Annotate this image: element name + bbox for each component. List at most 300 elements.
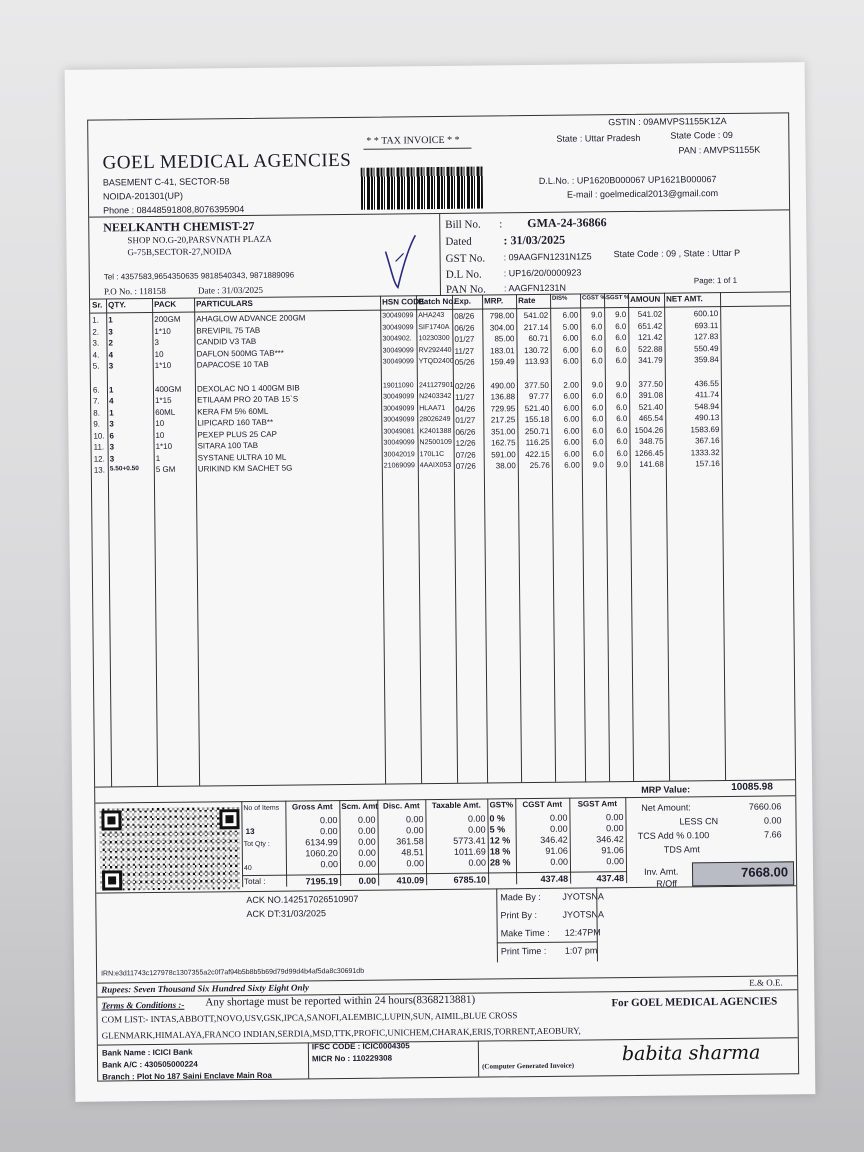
- item-cell: 30049099: [382, 346, 414, 355]
- item-cell: 1583.69: [690, 424, 720, 434]
- item-cell: 521.40: [638, 402, 664, 412]
- summary-header: Taxable Amt.: [431, 800, 481, 811]
- summary-cell: 0.00: [405, 814, 424, 825]
- item-cell: 1: [108, 315, 113, 325]
- column-header: Batch No.: [418, 296, 456, 307]
- item-cell: 4.: [92, 350, 100, 360]
- item-cell: 07/26: [455, 461, 476, 471]
- item-cell: 21069099: [383, 462, 415, 470]
- tot-qty: 40: [243, 864, 252, 873]
- item-cell: 6.0: [615, 321, 627, 331]
- item-cell: 6.0: [592, 437, 604, 447]
- item-cell: 693.11: [694, 320, 719, 330]
- company-address-2: NOIDA-201301(UP): [102, 190, 184, 202]
- gst-label: GST No.: [445, 252, 486, 265]
- bank-branch: Branch : Plot No 187 Saini Enclave Main Roa: [102, 1070, 273, 1082]
- company-address-1: BASEMENT C-41, SECTOR-58: [102, 176, 230, 188]
- company-list-2: GLENMARK,HIMALAYA,FRANCO INDIAN,SERDIA,MSD,TTK,PROFIC,UNICHEM,CHARAK,ERIS,TORRENT,AEOBURY,: [101, 1025, 581, 1041]
- item-cell: 170L1C: [419, 450, 445, 458]
- no-of-items-label: No of Items: [243, 804, 280, 813]
- item-cell: 6: [109, 430, 114, 440]
- item-cell: 3.: [92, 338, 100, 348]
- item-cell: 141.68: [639, 459, 664, 469]
- summary-cell: 0.00: [357, 814, 376, 825]
- make-time: 12:47PM: [564, 927, 601, 938]
- company-email: E-mail : goelmedical2013@gmail.com: [566, 188, 719, 200]
- summary-cell: 0.00: [358, 836, 376, 847]
- column-header: CGST %: [582, 295, 606, 302]
- item-cell: 3: [109, 419, 114, 429]
- dl-label: D.L No.: [445, 268, 482, 281]
- item-cell: 6.0: [615, 391, 628, 401]
- less-cn: 0.00: [763, 815, 782, 826]
- item-cell: 9.0: [591, 379, 603, 389]
- item-cell: 3004902.: [382, 335, 412, 343]
- item-cell: 304.00: [489, 322, 515, 332]
- item-cell: 6.0: [616, 414, 628, 424]
- company-list-1: COM LIST:- INTAS,ABBOTT,NOVO,USV,GSK,IPCA,SANOFI,ALEMBIC,LUPIN,SUN, AIMIL,BLUE CROSS: [101, 1010, 518, 1025]
- customer-address-1: SHOP NO.G-20,PARSVNATH PLAZA: [127, 233, 272, 246]
- item-cell: 729.95: [490, 403, 516, 413]
- summary-cell: 0.00: [406, 825, 424, 836]
- item-cell: 155.18: [524, 414, 550, 425]
- bill-number: GMA-24-36866: [527, 215, 607, 231]
- item-cell: 6.00: [563, 403, 580, 413]
- item-cell: 6.00: [563, 356, 579, 366]
- summary-cell: 0.00: [358, 847, 376, 858]
- bank-name: Bank Name : ICICI Bank: [101, 1047, 193, 1058]
- item-cell: 3: [108, 361, 114, 371]
- item-cell: 9.0: [616, 460, 628, 470]
- item-cell: 30049099: [383, 404, 415, 413]
- item-cell: 377.50: [638, 379, 663, 389]
- item-cell: 38.00: [495, 461, 516, 471]
- net-amount: 7660.06: [748, 801, 782, 812]
- summary-cell: 0.00: [358, 858, 376, 869]
- summary-cell: 12 %: [489, 835, 511, 846]
- irn: IRN:e3d11743c127978c1307355a2c0f7af94b5b8b5b69d79d99d4b4af5da8c30691db: [101, 967, 365, 978]
- item-cell: 162.75: [491, 438, 516, 448]
- make-time-label: Make Time :: [500, 927, 550, 939]
- made-by: JYOTSNA: [562, 891, 604, 902]
- print-time-label: Print Time :: [500, 945, 547, 957]
- item-cell: 6.0: [615, 344, 627, 354]
- summary-header: Disc. Amt: [382, 801, 420, 811]
- item-cell: AHAGLOW ADVANCE 200GM: [196, 313, 306, 324]
- item-cell: 4: [109, 396, 114, 406]
- item-cell: 5.50+0.50: [109, 465, 139, 473]
- item-cell: 30049081: [383, 427, 415, 436]
- item-cell: 490.13: [694, 413, 720, 423]
- item-cell: 07/26: [455, 450, 476, 460]
- item-cell: 436.55: [694, 378, 719, 388]
- item-cell: 6.00: [564, 449, 580, 459]
- item-cell: SITARA 100 TAB: [197, 440, 259, 451]
- item-cell: 30049099: [383, 416, 415, 424]
- customer-address-2: G-75B,SECTOR-27,NOIDA: [127, 246, 232, 258]
- item-cell: K2401388: [419, 427, 452, 435]
- summary-cell: 0.00: [467, 813, 486, 824]
- item-cell: 30049099: [382, 358, 414, 366]
- item-cell: 85.00: [494, 334, 515, 344]
- po-number: P.O No. : 118158: [103, 285, 166, 297]
- item-cell: 3: [154, 337, 159, 347]
- column-header: QTY.: [108, 300, 126, 310]
- item-cell: 10: [154, 349, 164, 359]
- column-header: Exp.: [454, 296, 472, 306]
- summary-total: 7195.19: [305, 876, 339, 887]
- item-cell: 1504.26: [634, 425, 664, 435]
- mrp-value: 10085.98: [731, 781, 773, 793]
- item-cell: 6.0: [615, 356, 627, 366]
- net-amount-label: Net Amount:: [641, 802, 691, 813]
- item-cell: 10: [155, 430, 165, 440]
- summary-cell: 6134.99: [305, 837, 338, 848]
- item-cell: 159.49: [490, 357, 515, 367]
- item-cell: RV292440: [418, 346, 452, 354]
- summary-header: CGST Amt: [522, 799, 563, 810]
- item-cell: SIF1740A: [418, 323, 450, 331]
- summary-total: 437.48: [540, 873, 569, 884]
- item-cell: 60ML: [155, 407, 176, 417]
- item-cell: 6.0: [616, 437, 628, 447]
- item-cell: CANDID V3 TAB: [196, 336, 257, 347]
- tds-label: TDS Amt: [663, 844, 700, 855]
- item-cell: 6.0: [592, 414, 604, 424]
- summary-cell: 0.00: [606, 856, 624, 867]
- tcs-label: TCS Add % 0.100: [637, 830, 710, 841]
- item-cell: 6.00: [562, 310, 579, 320]
- item-cell: 5.: [92, 361, 100, 371]
- item-cell: 127.83: [693, 332, 719, 342]
- item-cell: DAFLON 500MG TAB***: [196, 348, 284, 359]
- terms-text: Any shortage must be reported within 24 hours(8368213881): [205, 993, 476, 1009]
- summary-cell: 346.42: [540, 834, 568, 845]
- item-cell: 9.0: [592, 460, 604, 470]
- item-cell: DEXOLAC NO 1 400GM BIB: [196, 382, 300, 394]
- item-cell: 6.00: [564, 460, 580, 470]
- item-cell: 9.0: [591, 310, 603, 320]
- item-cell: 6.0: [616, 448, 628, 458]
- bank-account: Bank A/C : 430505000224: [101, 1059, 198, 1070]
- handwritten-mark: [381, 231, 422, 291]
- made-by-label: Made By :: [500, 891, 541, 903]
- item-cell: 391.08: [638, 390, 664, 400]
- item-cell: 1*10: [154, 326, 171, 336]
- item-cell: 6.00: [563, 437, 580, 447]
- item-cell: 367.16: [695, 436, 720, 446]
- customer-gst-number: : 09AAGFN1231N1Z5: [503, 251, 592, 263]
- column-header: PACK: [154, 299, 177, 309]
- item-cell: 2: [108, 338, 113, 348]
- item-cell: 08/26: [454, 311, 475, 321]
- summary-total: 6785.10: [453, 874, 487, 885]
- summary-cell: 18 %: [489, 846, 511, 857]
- item-cell: 521.40: [524, 403, 550, 413]
- item-cell: 348.75: [639, 436, 664, 446]
- summary-cell: 0.00: [550, 856, 568, 867]
- item-cell: 30049099: [383, 393, 415, 401]
- item-cell: 6.00: [563, 414, 580, 424]
- item-cell: 8.: [93, 408, 100, 418]
- total-label: Total :: [244, 876, 266, 887]
- item-cell: 241127901: [418, 381, 454, 389]
- summary-cell: 0.00: [320, 826, 338, 837]
- customer-pan: : AAGFN1231N: [503, 282, 567, 294]
- ifsc-code: IFSC CODE : ICIC0004305: [311, 1041, 410, 1052]
- item-cell: 6.0: [615, 333, 627, 343]
- item-cell: 2.: [92, 327, 100, 337]
- summary-cell: 0.00: [319, 815, 338, 826]
- item-cell: 9.0: [615, 379, 627, 389]
- item-cell: 377.50: [524, 380, 549, 390]
- tcs-amount: 7.66: [764, 829, 782, 840]
- inv-amt-label: Inv. Amt.: [643, 866, 679, 877]
- column-header: PARTICULARS: [196, 298, 253, 309]
- item-cell: 06/26: [455, 427, 476, 437]
- item-cell: 6.00: [562, 333, 579, 343]
- item-cell: 130.72: [524, 345, 549, 355]
- item-cell: 1.: [92, 315, 99, 325]
- summary-total: 437.48: [596, 873, 625, 884]
- summary-cell: 91.06: [601, 845, 624, 856]
- item-cell: SYSTANE ULTRA 10 ML: [197, 452, 287, 463]
- summary-total: 410.09: [396, 875, 425, 886]
- customer-telephone: Tel : 4357583,9654350635 9818540343, 9871889096: [103, 270, 295, 282]
- eoe: E.& O.E.: [749, 977, 783, 988]
- summary-header: SGST Amt: [577, 799, 618, 809]
- item-cell: 6.00: [562, 345, 579, 355]
- item-cell: 10: [155, 418, 165, 428]
- item-cell: 1: [108, 384, 114, 394]
- item-cell: 02/26: [454, 381, 476, 391]
- item-cell: 30049099: [383, 439, 415, 447]
- customer-state: State Code : 09 , State : Uttar P: [613, 247, 741, 260]
- item-cell: 4AAIX053: [419, 461, 452, 470]
- item-cell: 591.00: [491, 449, 516, 459]
- item-cell: DAPACOSE 10 TAB: [196, 359, 269, 370]
- item-cell: 06/26: [454, 323, 475, 333]
- barcode: [361, 167, 483, 210]
- item-cell: HLAA71: [419, 404, 446, 412]
- item-cell: 548.94: [694, 401, 720, 411]
- item-cell: 6.: [92, 385, 100, 395]
- column-header: NET AMT.: [666, 294, 703, 304]
- summary-cell: 0.00: [468, 857, 486, 868]
- item-cell: 12.: [93, 454, 105, 464]
- for-company: For GOEL MEDICAL AGENCIES: [611, 995, 778, 1010]
- item-cell: 157.16: [695, 459, 720, 469]
- item-cell: 217.25: [490, 415, 516, 425]
- item-cell: 6.0: [592, 425, 604, 435]
- company-name: GOEL MEDICAL AGENCIES: [102, 149, 352, 174]
- item-cell: 1333.32: [690, 447, 720, 457]
- summary-total: 0.00: [358, 875, 377, 886]
- item-cell: 30042019: [383, 450, 415, 459]
- item-cell: BREVIPIL 75 TAB: [196, 325, 261, 336]
- summary-cell: 0 %: [489, 813, 506, 824]
- item-cell: 11/27: [454, 346, 475, 356]
- micr-number: MICR No : 110229308: [311, 1053, 393, 1064]
- summary-cell: 0.00: [320, 859, 339, 870]
- item-cell: 6.0: [616, 402, 628, 412]
- item-cell: 9.: [93, 419, 101, 429]
- item-cell: 113.93: [524, 356, 549, 367]
- item-cell: 200GM: [154, 314, 181, 324]
- less-cn-label: LESS CN: [679, 816, 719, 827]
- item-cell: 19011090: [382, 381, 414, 390]
- item-cell: 121.42: [637, 332, 663, 342]
- item-cell: 3: [109, 442, 115, 452]
- column-header: HSN CODE: [382, 297, 425, 307]
- po-date: Date : 31/03/2025: [197, 284, 263, 296]
- item-cell: 04/26: [455, 404, 476, 414]
- column-header: AMOUN: [630, 294, 661, 304]
- item-cell: 116.25: [525, 437, 550, 448]
- item-cell: PEXEP PLUS 25 CAP: [197, 429, 277, 440]
- summary-cell: 346.42: [596, 834, 624, 845]
- item-cell: 798.00: [489, 311, 515, 321]
- item-cell: 9.0: [615, 310, 627, 320]
- dated-label: Dated: [445, 235, 472, 248]
- item-cell: 3: [109, 453, 115, 463]
- item-cell: 4: [108, 349, 114, 359]
- item-cell: N2500109: [419, 438, 452, 447]
- item-cell: 97.77: [528, 391, 550, 402]
- computer-generated-note: (Computer Generated Invoice): [482, 1061, 575, 1071]
- item-cell: 6.0: [616, 425, 628, 435]
- item-cell: 136.88: [490, 392, 516, 402]
- invoice-amount: 7668.00: [740, 864, 789, 880]
- item-cell: YTQD2400: [418, 357, 454, 366]
- item-cell: 11/27: [455, 392, 475, 402]
- item-cell: 465.54: [638, 413, 664, 423]
- gstin: GSTIN : 09AMVPS1155K1ZA: [608, 115, 727, 128]
- item-cell: 400GM: [154, 384, 182, 394]
- print-time: 1:07 pm: [564, 945, 598, 956]
- item-cell: 550.49: [694, 343, 719, 353]
- item-cell: 359.84: [694, 355, 719, 365]
- summary-cell: 5773.41: [453, 835, 486, 846]
- summary-cell: 0.00: [468, 824, 486, 835]
- item-cell: 60.71: [528, 333, 549, 344]
- company-pan: PAN : AMVPS1155K: [678, 144, 761, 156]
- item-cell: 600.10: [693, 309, 719, 319]
- item-cell: 250.71: [524, 426, 550, 436]
- summary-cell: 5 %: [489, 824, 506, 835]
- tax-invoice-title: * * TAX INVOICE * *: [366, 134, 460, 147]
- terms-label: Terms & Conditions :-: [101, 999, 185, 1011]
- summary-header: Gross Amt: [291, 802, 333, 812]
- ack-date: ACK DT:31/03/2025: [246, 908, 327, 920]
- tot-qty-label: Tot Qty :: [243, 840, 270, 849]
- roff-label: R/Off: [656, 878, 678, 889]
- item-cell: 30049099: [382, 323, 414, 332]
- summary-cell: 0.00: [406, 858, 424, 869]
- item-cell: 6.0: [591, 333, 603, 343]
- item-cell: 490.00: [490, 380, 515, 390]
- summary-cell: 0.00: [358, 825, 376, 836]
- item-cell: 7.: [93, 396, 100, 406]
- item-cell: 10230300: [418, 334, 450, 343]
- item-cell: 1266.45: [634, 448, 664, 458]
- print-by-label: Print By :: [500, 910, 538, 921]
- summary-cell: 0.00: [549, 812, 568, 823]
- amount-in-words: Rupees: Seven Thousand Six Hundred Sixty Eight Only: [101, 982, 310, 995]
- item-cell: AHA243: [418, 311, 445, 320]
- item-cell: 6.0: [592, 402, 604, 412]
- item-cell: 341.79: [638, 355, 663, 365]
- item-cell: 13.: [93, 465, 105, 475]
- item-cell: 01/27: [454, 334, 475, 344]
- item-cell: 651.42: [637, 321, 663, 331]
- item-cell: LIPICARD 160 TAB**: [197, 417, 274, 428]
- item-cell: 28026249: [419, 415, 451, 424]
- item-cell: 1*15: [155, 395, 172, 405]
- item-cell: 2.00: [563, 380, 579, 390]
- column-header: MRP.: [484, 296, 504, 306]
- item-cell: 12/26: [455, 438, 476, 448]
- summary-cell: 0.00: [605, 812, 624, 823]
- item-cell: 1*10: [154, 360, 172, 370]
- item-cell: 5 GM: [155, 464, 176, 474]
- item-cell: 6.0: [592, 448, 604, 458]
- item-cell: 422.15: [525, 449, 550, 459]
- item-cell: 6.0: [591, 356, 603, 366]
- ack-number: ACK NO.142517026510907: [246, 893, 359, 906]
- item-cell: 6.0: [591, 321, 603, 331]
- item-cell: 11.: [93, 442, 105, 452]
- mrp-value-label: MRP Value:: [641, 784, 691, 795]
- bill-date: : 31/03/2025: [503, 232, 566, 248]
- item-cell: URIKIND KM SACHET 5G: [197, 463, 293, 474]
- item-cell: 541.02: [637, 309, 663, 319]
- summary-cell: 1060.20: [305, 848, 338, 859]
- summary-cell: 0.00: [606, 823, 624, 834]
- company-phone: Phone : 08448591808,8076395904: [103, 204, 245, 216]
- column-header: Sr.: [92, 300, 103, 310]
- item-cell: KERA FM 5% 60ML: [197, 406, 269, 417]
- item-cell: 10.: [93, 431, 105, 441]
- item-cell: 6.0: [591, 391, 604, 401]
- invoice-paper: [65, 62, 816, 1102]
- signature: babita sharma: [621, 1041, 761, 1066]
- item-cell: ETILAAM PRO 20 TAB 15`S: [197, 394, 299, 405]
- item-cell: 183.01: [490, 345, 515, 355]
- customer-dl-number: : UP16/20/0000923: [503, 267, 582, 279]
- summary-cell: 28 %: [489, 857, 511, 868]
- company-state-code: State Code : 09: [670, 129, 733, 141]
- column-header: DIS%: [552, 295, 568, 302]
- column-header: Rate: [518, 295, 536, 306]
- item-cell: 1: [155, 453, 161, 463]
- no-of-items: 13: [245, 826, 255, 837]
- invoice-sheet: * * TAX INVOICE * * GOEL MEDICAL AGENCIES BASEMENT C-41, SECTOR-58 NOIDA-201301(UP) Phone : 08448591808,8076395904 GSTIN : 09AMVPS1155K1ZA State : Uttar Pradesh State Code : 09 PAN : AMVPS1155K D.L.No. : UP1620B000067 UP1621B000067 E-mail : goelmedical2013@gmail.com NEELKANTH CHEMIST-27 SHOP NO.G-20,PARSVNATH PLAZA G-75B,SECTOR-27,NOIDA Tel : 4357583,9654350635 9818540343, 9871889096 P.O No. : 118158 Date : 31/03/2025 Bill No. : GMA-24-36866 Dated : 31/03/2025 GST No. : 09AAGFN1231N1Z5 State Code : 09 , State : Uttar P D.L No. : UP16/20/0000923 PAN No. : AAGFN1231N Page: 1 of 1 Sr. QTY. PACK PARTICULARS HSN CODE Batch No. Exp. MRP. Rate DIS% CGST % SGST % AMOUN NET AMT. 1. 1 200GM AHAGLOW ADVANCE 200GM 30049099 AHA243 08/26 798.00 541.02 6.00 9.0 9.0 541.02 600.10 2. 3 1*10 BREVIPIL 75 TAB 30049099 SIF1740A 06/26 304.00 217.14 5.00 6.0 6.0 651.42 693.11 3. 2 3 CANDID V3 TAB 3004902. 10230300 01/27 85.00 60.71 6.00 6.0 6.0 121.42 127.83 4. 4 10 DAFLON 500MG TAB*** 30049099 RV292440 11/27 183.01 130.72 6.00 6.0 6.0 522.88 550.49 5. 3 1*10 DAPACOSE 10 TAB 30049099 YTQD2400 05/26 159.49 113.93 6.00 6.0 6.0 341.79 359.84 6. 1 400GM DEXOLAC NO 1 400GM BIB 19011090 241127901 02/26 490.00 377.50 2.00 9.0 9.0 377.50 436.55 7. 4 1*15 ETILAAM PRO 20 TAB 15`S 30049099 N2403342 11/27 136.88 97.77 6.00 6.0 6.0 391.08 411.74 8. 1 60ML KERA FM 5% 60ML 30049099 HLAA71 04/26 729.95 521.40 6.00 6.0 6.0 521.40 548.94 9. 3 10 LIPICARD 160 TAB** 30049099 28026249 01/27 217.25 155.18 6.00 6.0 6.0 465.54 490.13 10. 6 10 PEXEP PLUS 25 CAP 30049081 K2401388 06/26 351.00 250.71 6.00 6.0 6.0 1504.26 1583.69 11. 3 1*10 SITARA 100 TAB 30049099 N2500109 12/26 162.75 116.25 6.00 6.0 6.0 348.75 367.16 12. 3 1 SYSTANE ULTRA 10 ML 30042019 170L1C 07/26 591.00 422.15 6.00 6.0 6.0 1266.45 1333.32 13. 5.50+0.50 5 GM URIKIND KM SACHET 5G 21069099 4AAIX053 07/26 38.00 25.76 6.00 9.0 9.0 141.68 157.16 MRP Value: 10085.98 No of Items 13 Tot Qty : 40 Total : Gross Amt Scm. Amt Disc. Amt Taxable Amt. GST% CGST Amt SGST Amt 0.00 0.00 0.00 0.00 0 % 0.00 0.00 0.00 0.00 0.00 0.00 5 % 0.00 0.00 6134.99 0.00 361.58 5773.41 12 % 346.42 346.42 1060.20 0.00 48.51 1011.69 18 % 91.06 91.06 0.00 0.00 0.00 0.00 28 % 0.00 0.00 7195.19 0.00 410.09 6785.10 437.48 437.48 Net Amount: 7660.06 LESS CN 0.00 TCS Add % 0.100 7.66 TDS Amt Inv. Amt. R/Off 7668.00 ACK NO.142517026510907 ACK DT:31/03/2025 Made By : JYOTSNA Print By : JYOTSNA Make Time : 12:47PM Print Time : 1:07 pm IRN:e3d11743c127978c1307355a2c0f7af94b5b8b5b69d79d99d4b4af5da8c30691db Rupees: Seven Thousand Six Hundred Sixty Eight Only E.& O.E. Terms & Conditions :- Any shortage must be reported within 24 hours(8368213881) For GOEL MEDICAL AGENCIES COM LIST:- INTAS,ABBOTT,NOVO,USV,GSK,IPCA,SANOFI,ALEMBIC,LUPIN,SUN, AIMIL,BLUE CROSS GLENMARK,HIMALAYA,FRANCO INDIAN,SERDIA,MSD,TTK,PROFIC,UNICHEM,CHARAK,ERIS,TORRENT,AEOBURY, Bank Name : ICICI Bank Bank A/C : 430505000224 Branch : Plot No 187 Saini Enclave Main Roa IFSC CODE : ICIC0004305 MICR No : 110229308 (Computer Generated Invoice) babita sharma: [87, 112, 799, 1081]
- summary-cell: 91.06: [545, 845, 568, 856]
- bill-no-label: Bill No.: [445, 218, 481, 231]
- customer-name: NEELKANTH CHEMIST-27: [103, 218, 255, 235]
- item-cell: 3: [108, 326, 113, 336]
- item-cell: N2403342: [419, 392, 452, 401]
- summary-header: GST%: [489, 800, 514, 810]
- item-cell: 541.02: [523, 310, 549, 321]
- item-cell: 1: [109, 407, 114, 417]
- item-cell: 30049099: [382, 312, 414, 320]
- summary-cell: 0.00: [550, 823, 568, 834]
- item-cell: 6.00: [563, 391, 580, 401]
- column-header: SGST %: [606, 295, 630, 302]
- item-cell: 217.14: [523, 322, 549, 332]
